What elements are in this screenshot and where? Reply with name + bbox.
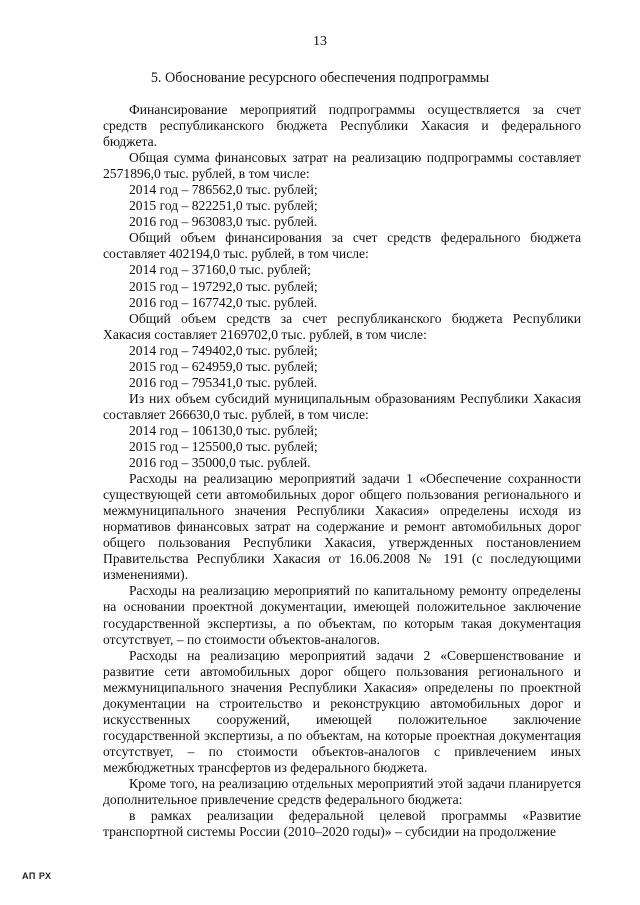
section-title: 5. Обоснование ресурсного обеспечения подпрограммы	[150, 70, 490, 86]
page-number: 13	[313, 34, 327, 49]
paragraph-task-2-expenses: Расходы на реализацию мероприятий задачи 2 «Совершенствование и развитие сети автомобильных дорог общего пользования регионального и межмуниципального значения Республики Хакасия» определены по проектной документации на строительство и реконструкцию автомобильных дорог и искусственных сооружений, имеющей положительное заключение государственной экспертизы, а по объектам, на которые проектная документация отсутствует, – по стоимости объектов-аналогов с привлечением иных межбюджетных трансфертов из федерального бюджета.	[103, 647, 581, 775]
paragraph-municipal-subsidies: Из них объем субсидий муниципальным образованиям Республики Хакасия составляет 266630,0 тыс. рублей, в том числе:	[103, 390, 581, 422]
paragraph-federal-target-program: в рамках реализации федеральной целевой программы «Развитие транспортной системы России (2010–2020 годы)» – субсидии на продолжение	[103, 808, 581, 840]
list-item-total-2014: 2014 год – 786562,0 тыс. рублей;	[129, 182, 318, 198]
paragraph-task-1-expenses: Расходы на реализацию мероприятий задачи 1 «Обеспечение сохранности существующей сети автомобильных дорог общего пользования регионального и межмуниципального значения Республики Хакасия» определены исходя из нормативов финансовых затрат на содержание и ремонт автомобильных дорог общего пользования Республики Хакасия, утвержденных постановлением Правительства Республики Хакасия от 16.06.2008 № 191 (с последующими изменениями).	[103, 471, 581, 583]
list-item-republic-2014: 2014 год – 749402,0 тыс. рублей;	[129, 342, 318, 358]
paragraph-federal-budget: Общий объем финансирования за счет средств федерального бюджета составляет 402194,0 тыс. рублей, в том числе:	[103, 230, 581, 262]
list-item-subsidy-2015: 2015 год – 125500,0 тыс. рублей;	[129, 438, 318, 454]
list-item-republic-2016: 2016 год – 795341,0 тыс. рублей.	[129, 374, 318, 390]
paragraph-total-amount: Общая сумма финансовых затрат на реализацию подпрограммы составляет 2571896,0 тыс. рублей, в том числе:	[103, 150, 581, 182]
list-item-republic-2015: 2015 год – 624959,0 тыс. рублей;	[129, 358, 318, 374]
list-item-federal-2015: 2015 год – 197292,0 тыс. рублей;	[129, 278, 318, 294]
list-item-total-2016: 2016 год – 963083,0 тыс. рублей.	[129, 214, 318, 230]
list-item-total-2015: 2015 год – 822251,0 тыс. рублей;	[129, 198, 318, 214]
list-item-subsidy-2016: 2016 год – 35000,0 тыс. рублей.	[129, 455, 311, 471]
list-item-subsidy-2014: 2014 год – 106130,0 тыс. рублей;	[129, 422, 318, 438]
body-text	[103, 102, 581, 840]
paragraph-additional-federal-funds: Кроме того, на реализацию отдельных мероприятий этой задачи планируется дополнительное привлечение средств федерального бюджета:	[103, 775, 581, 808]
paragraph-capital-repair-expenses: Расходы на реализацию мероприятий по капитальному ремонту определены на основании проектной документации, имеющей положительное заключение государственной экспертизы, а по объектам, по которым такая документация отсутствует, – по стоимости объектов-аналогов.	[103, 583, 581, 647]
list-item-federal-2014: 2014 год – 37160,0 тыс. рублей;	[129, 262, 311, 278]
paragraph-financing-sources: Финансирование мероприятий подпрограммы осуществляется за счет средств республиканского бюджета Республики Хакасия и федерального бюджета.	[103, 102, 581, 150]
footer-stamp: АП РХ	[22, 871, 52, 881]
list-item-federal-2016: 2016 год – 167742,0 тыс. рублей.	[129, 294, 318, 310]
paragraph-republic-budget: Общий объем средств за счет республиканского бюджета Республики Хакасия составляет 2169702,0 тыс. рублей, в том числе:	[103, 310, 581, 342]
